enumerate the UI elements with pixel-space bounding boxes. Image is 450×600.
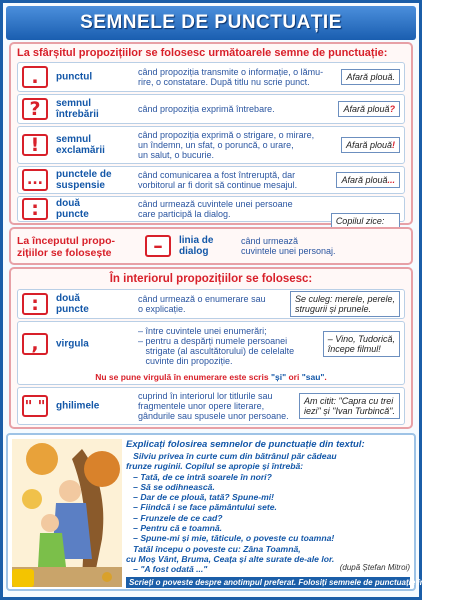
section-inside <box>9 267 413 429</box>
example-line: Copilul zice: <box>335 216 385 226</box>
ellipsis-mark: ... <box>22 169 48 191</box>
heading-line: La începutul propo- <box>17 235 115 247</box>
story-line: Silviu privea în curte cum din bătrânul păr cădeau <box>126 451 337 461</box>
term-line: suspensie <box>56 180 105 191</box>
term-line: semnul <box>56 134 92 145</box>
note-text: "și" <box>270 372 287 382</box>
note-text: . <box>324 372 327 382</box>
desc-comma <box>138 326 294 366</box>
desc-line: gândurile sau spusele unor persoane. <box>138 411 289 421</box>
story-line: cu Moș Vânt, Bruma, Ceața și alte surate de-ale lor. <box>126 553 335 564</box>
story-line: – Tată, de ce intră soarele în nori? <box>126 471 272 482</box>
example-line: iezi" și "Ivan Turbincă". <box>304 406 395 416</box>
example-text: Afară plouă <box>345 140 392 150</box>
illustration-father-child <box>12 439 122 587</box>
term-line: exclamării <box>56 145 105 156</box>
row-ellipsis <box>17 166 405 194</box>
text-panel-title: Explicați folosirea semnelor de punctuație din textul: <box>126 439 365 450</box>
term-line: două <box>56 293 80 304</box>
example-line: Am citit: "Capra cu trei <box>304 396 394 406</box>
desc-colon-enum <box>138 294 266 314</box>
desc-line: cuvinte din propoziție. <box>138 356 233 366</box>
desc-exclamation <box>138 130 314 160</box>
desc-period <box>138 67 323 87</box>
term-comma: virgula <box>56 338 89 350</box>
example-line: Se culeg: merele, perele, <box>294 294 395 304</box>
example-question <box>338 101 400 117</box>
term-line: linia de <box>179 235 214 246</box>
desc-line: fragmentele unor opere literare, <box>138 401 265 411</box>
desc-line: când comunicarea a fost întreruptă, dar <box>138 170 296 180</box>
desc-quotes <box>138 391 289 421</box>
row-colon-enum <box>17 289 405 319</box>
term-question <box>56 98 99 120</box>
colon-mark: : <box>22 198 48 220</box>
desc-line: vorbitorul ar fi dorit să continue mesajul. <box>138 180 298 190</box>
story-line: – Spune-mi și mie, tăticule, o poveste cu toamna! <box>126 533 335 544</box>
title-bar <box>6 6 416 40</box>
desc-line: rire, o constatare. După titlu nu scrie punct. <box>138 77 310 87</box>
term-line: întrebării <box>56 109 99 120</box>
story-line: – "A fost odată ..." <box>126 564 208 575</box>
example-text: Afară plouă <box>343 104 390 114</box>
story-line: Tatăl începu o poveste cu: Zâna Toamnă, <box>126 543 301 554</box>
comma-mark: , <box>22 333 48 355</box>
example-line: începe filmul! <box>327 344 381 354</box>
example-mark: ... <box>387 175 395 185</box>
note-text: "sau" <box>301 372 325 382</box>
example-exclamation <box>341 137 400 153</box>
page-title: SEMNELE DE PUNCTUAȚIE <box>80 12 342 33</box>
term-line: puncte <box>56 209 89 220</box>
term-exclamation <box>56 134 105 156</box>
desc-line: când propoziția exprimă întrebare. <box>138 104 275 114</box>
row-period <box>17 62 405 92</box>
example-colon-enum <box>290 291 400 317</box>
text-panel <box>6 433 450 591</box>
section-end-heading: La sfârșitul propozițiilor se folosesc următoarele semne de punctuație: <box>17 47 388 59</box>
desc-ellipsis <box>138 170 297 190</box>
quotes-mark: " " <box>22 395 48 417</box>
example-quotes <box>299 393 400 419</box>
desc-line: – între cuvintele unei enumerări; <box>138 326 267 336</box>
desc-line: un salut, o bucurie. <box>138 150 215 160</box>
story-text <box>126 451 412 575</box>
desc-dialog <box>241 236 336 256</box>
desc-line: când urmează o enumerare sau <box>138 294 266 304</box>
comma-note <box>18 372 404 382</box>
desc-line: cuvintele unei personaj. <box>241 246 336 256</box>
section-dialog <box>9 227 413 265</box>
story-line: frunze ruginii. Copilul se apropie și întrebă: <box>126 461 304 472</box>
term-line: două <box>56 198 80 209</box>
colon-mark: : <box>22 293 48 315</box>
example-line: – Vino, Tudorică, <box>327 334 395 344</box>
term-quotes: ghilimele <box>56 400 100 412</box>
question-mark: ? <box>22 98 48 120</box>
desc-line: – pentru a despărți numele persoanei <box>138 336 288 346</box>
example-text: Afară plouă <box>341 175 388 185</box>
desc-line: când urmează cuvintele unei persoane <box>138 199 293 209</box>
note-text: Nu se pune virgulă în enumerare este scris <box>95 372 271 382</box>
desc-line: când propoziția exprimă o strigare, o mirare, <box>138 130 315 140</box>
dash-mark: – <box>145 235 171 257</box>
example-ellipsis <box>336 172 400 188</box>
example-mark: ! <box>392 140 395 150</box>
row-question <box>17 94 405 124</box>
row-quotes <box>17 387 405 425</box>
term-ellipsis <box>56 169 112 191</box>
term-period: punctul <box>56 71 93 83</box>
row-exclamation <box>17 126 405 164</box>
desc-line: strigate (al ascultătorului) de celelalte <box>138 346 295 356</box>
term-line: dialog <box>179 246 209 257</box>
term-colon-enum <box>56 293 89 315</box>
story-line: – Frunzele de ce cad? <box>126 512 223 523</box>
desc-line: o explicație. <box>138 304 186 314</box>
note-text: ori <box>286 372 302 382</box>
desc-line: care participă la dialog. <box>138 209 231 219</box>
section-end-of-sentence <box>9 42 413 225</box>
example-period: Afară plouă. <box>341 69 400 85</box>
heading-line: zițiilor se folosește <box>17 247 112 259</box>
desc-line: când urmează <box>241 236 299 246</box>
story-line: – Fiindcă i se face pământului sete. <box>126 502 277 513</box>
desc-colon <box>138 199 293 219</box>
term-dialog <box>179 235 213 257</box>
section-dialog-heading <box>17 235 115 259</box>
section-inside-heading: În interiorul propozițiilor se folosesc: <box>109 273 313 285</box>
example-line: strugurii și prunele. <box>294 304 371 314</box>
exercise-footer: Scrieți o poveste despre anotimpul preferat. Folosiți semnele de punctuație învățate. <box>126 577 410 588</box>
desc-line: când propoziția transmite o informație, o lămu- <box>138 67 324 77</box>
period-mark: . <box>22 66 48 88</box>
term-line: punctele de <box>56 169 112 180</box>
row-colon-dialog <box>17 196 405 226</box>
example-mark: ? <box>389 104 395 114</box>
story-line: – Să se odihnească. <box>126 481 215 492</box>
example-comma <box>323 331 400 357</box>
attribution: (după Ștefan Mitroi) <box>339 563 410 572</box>
row-comma <box>17 321 405 385</box>
exclamation-mark: ! <box>22 134 48 156</box>
term-line: semnul <box>56 98 92 109</box>
desc-line: un îndemn, un sfat, o poruncă, o urare, <box>138 140 294 150</box>
term-line: puncte <box>56 304 89 315</box>
desc-line: cuprind în interiorul lor titlurile sau <box>138 391 273 401</box>
term-colon <box>56 198 89 220</box>
desc-question <box>138 104 275 114</box>
story-line: – Dar de ce plouă, tată? Spune-mi! <box>126 492 275 503</box>
story-line: – Pentru că e toamnă. <box>126 523 222 534</box>
publisher-logo <box>12 569 34 587</box>
